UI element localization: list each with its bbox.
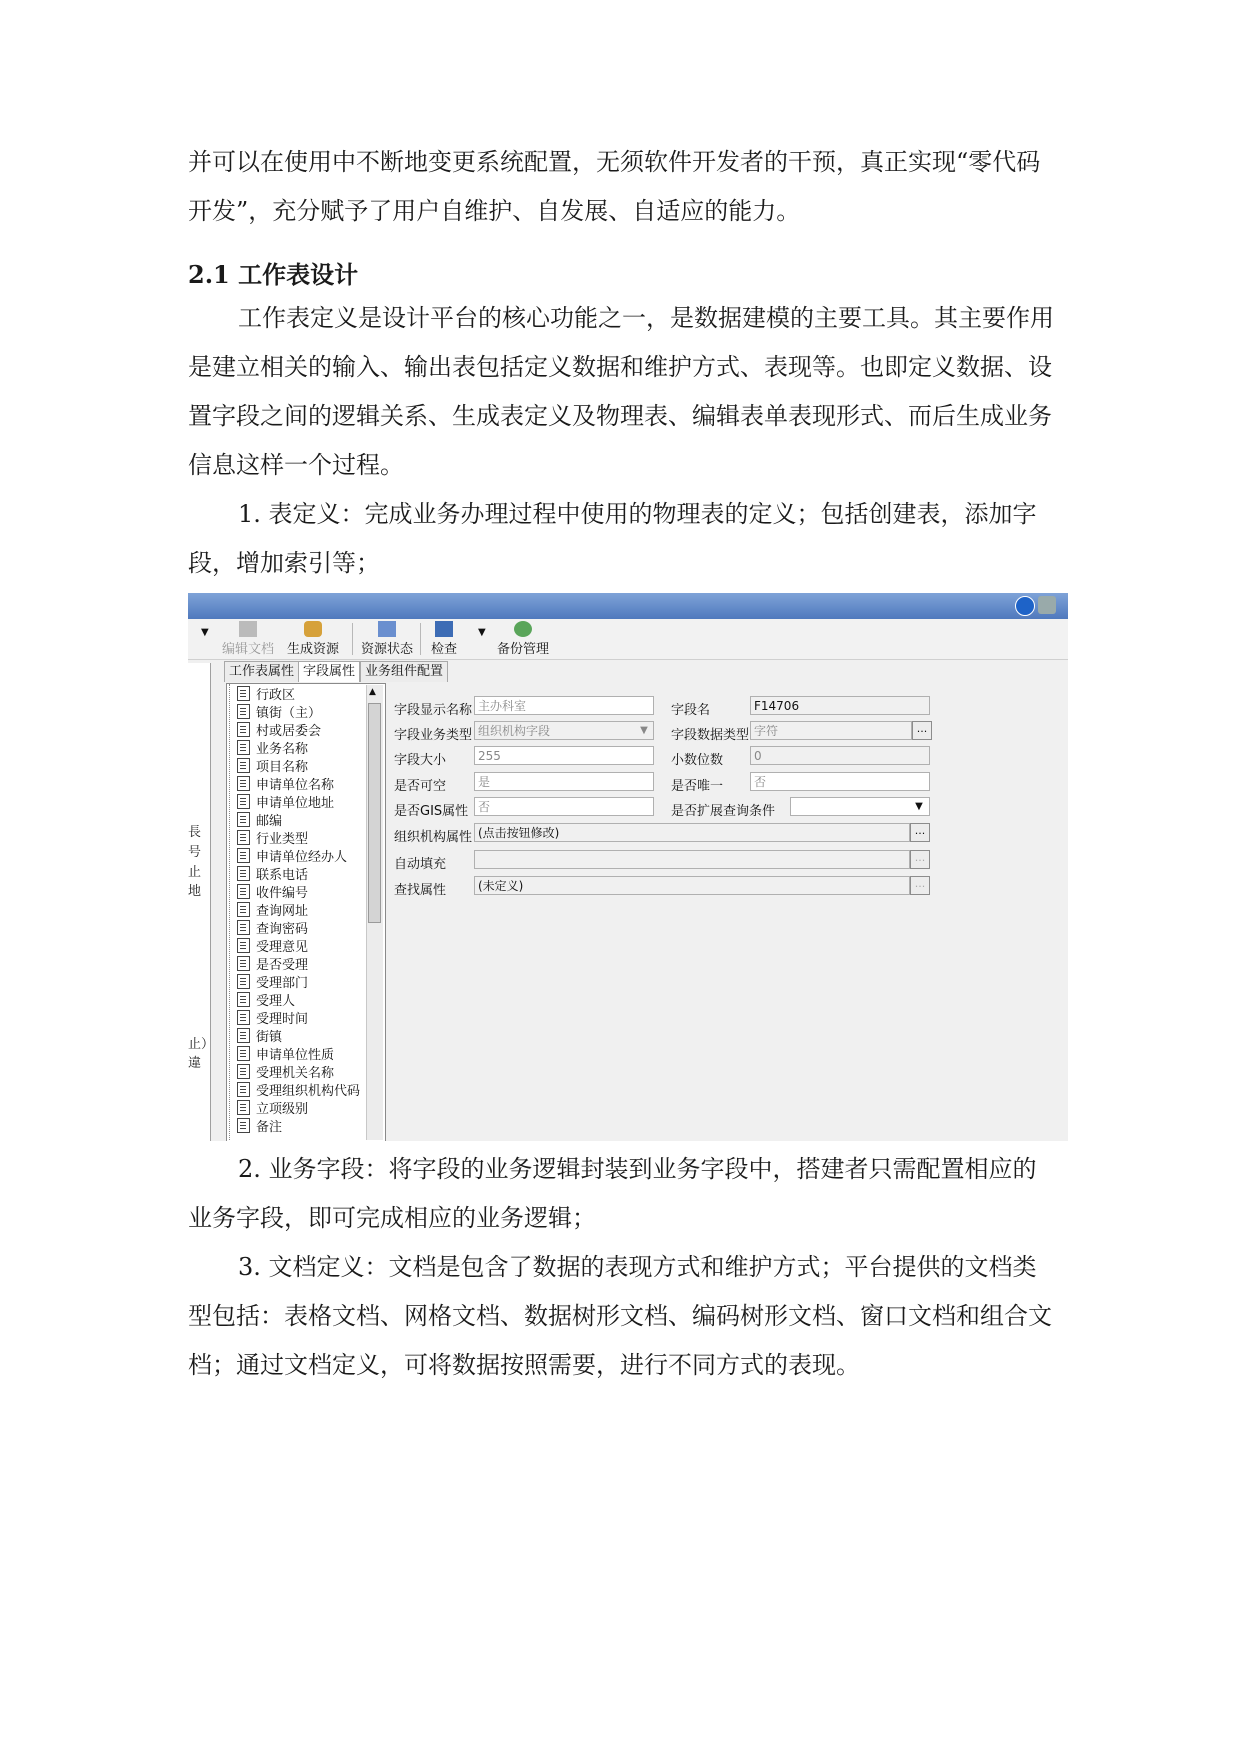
tree-item-label: 是否受理 [256,958,309,973]
field-name-field[interactable]: F14706 [750,696,930,715]
chevron-down-icon[interactable]: ▼ [915,801,923,812]
tree-item[interactable] [237,722,321,740]
document-icon [237,722,250,737]
display-name-field[interactable]: 主办科室 [474,696,654,715]
autofill-ellipsis-button[interactable]: ... [910,850,930,869]
scroll-thumb[interactable] [368,703,381,923]
document-icon [237,1100,250,1115]
org-attr-ellipsis-button[interactable]: ... [910,823,930,842]
paragraph-document-definition: 3. 文档定义：文档是包含了数据的表现方式和维护方式；平台提供的文档类型包括：表格文档、网格文档、数据树形文档、编码树形文档、窗口文档和组合文档；通过文档定义，可将数据按照需要，进行不同方式的表现。 [188,1253,1052,1379]
tree-item-label: 项目名称 [256,760,309,775]
tree-item-label: 申请单位地址 [256,796,335,811]
chevron-down-icon[interactable]: ▼ [640,725,648,736]
tree-item-label: 街镇 [256,1030,283,1045]
edit-doc-button[interactable]: 编辑文档 [220,621,276,657]
tree-item-label: 受理机关名称 [256,1066,335,1081]
tree-item[interactable] [237,1082,360,1100]
document-icon [237,830,250,845]
document-icon [237,938,250,953]
unique-label: 是否唯一 [671,779,724,794]
tree-item[interactable] [237,1010,308,1028]
tree-item[interactable] [237,956,308,974]
unique-field[interactable]: 否 [750,772,930,791]
tree-item[interactable] [237,884,308,902]
tree-item[interactable] [237,902,308,920]
tree-item-label: 受理组织机构代码 [256,1084,361,1099]
paragraph-worksheet: 工作表定义是设计平台的核心功能之一，是数据建模的主要工具。其主要作用是建立相关的输入、输出表包括定义数据和维护方式、表现等。也即定义数据、设置字段之间的逻辑关系、生成表定义及物理表、编辑表单表现形式、而后生成业务信息这样一个过程。 [188,304,1054,479]
toolbar [188,619,1068,660]
tree-item-label: 申请单位名称 [256,778,335,793]
tree-item[interactable] [237,866,308,884]
lookup-label: 查找属性 [394,883,447,898]
data-type-label: 字段数据类型 [671,728,750,743]
tree-item-label: 申请单位经办人 [256,850,348,865]
document-icon [237,974,250,989]
tree-item-label: 备注 [256,1120,283,1135]
tree-item-label: 受理人 [256,994,296,1009]
tree-item[interactable] [237,974,308,992]
status-icon [378,621,396,637]
business-type-select[interactable]: 组织机构字段 [474,721,654,740]
tree-item[interactable] [237,740,308,758]
document-icon [237,902,250,917]
document-icon [237,1064,250,1079]
tree-item[interactable] [237,776,334,794]
lookup-ellipsis-button[interactable]: ... [910,876,930,895]
display-name-label: 字段显示名称 [394,703,473,718]
document-icon [237,704,250,719]
resource-status-button[interactable]: 资源状态 [358,621,416,657]
tree-item[interactable] [237,848,347,866]
section-heading: 2.1 工作表设计 [188,260,359,289]
gis-field[interactable]: 否 [474,797,654,816]
document-icon [237,758,250,773]
document-icon [237,794,250,809]
nullable-label: 是否可空 [394,779,447,794]
tab-business-component[interactable]: 业务组件配置 [360,661,448,682]
business-type-label: 字段业务类型 [394,728,473,743]
org-attr-field[interactable]: (点击按钮修改) [474,823,910,842]
document-icon [237,920,250,935]
tree-item[interactable] [237,812,282,830]
data-type-ellipsis-button[interactable]: ... [912,721,932,740]
tree-item[interactable] [237,686,295,704]
tree-item[interactable] [237,1046,334,1064]
tree-item-label: 受理部门 [256,976,309,991]
tree-item-label: 行政区 [256,688,296,703]
decimal-field[interactable]: 0 [750,746,930,765]
document-icon [237,1046,250,1061]
dropdown-caret-icon[interactable]: ▼ [201,627,209,638]
user-icon[interactable] [1038,596,1056,614]
ext-query-select[interactable] [790,797,930,816]
field-tree [226,683,386,1141]
tree-scrollbar[interactable] [366,685,383,1140]
size-field[interactable]: 255 [474,746,654,765]
tree-lines [229,684,231,1141]
gis-label: 是否GIS属性 [394,804,469,819]
title-bar [188,593,1068,619]
nullable-field[interactable]: 是 [474,772,654,791]
document-icon [237,992,250,1007]
field-property-form [394,683,1068,1141]
toolbar-separator [352,623,353,655]
info-icon[interactable] [1015,596,1035,616]
document-icon [237,956,250,971]
tree-item-label: 收件编号 [256,886,309,901]
document-icon [237,884,250,899]
size-label: 字段大小 [394,753,447,768]
app-screenshot [188,593,1068,1141]
tree-item-label: 受理意见 [256,940,309,955]
tree-item-label: 业务名称 [256,742,309,757]
tree-item[interactable] [237,992,295,1010]
tree-item[interactable] [237,830,308,848]
document-icon [237,686,250,701]
tree-item-label: 联系电话 [256,868,309,883]
tree-item[interactable] [237,1118,282,1136]
tree-item-label: 查询密码 [256,922,309,937]
tree-item-label: 邮编 [256,814,283,829]
cylinder-icon [304,621,322,637]
document-icon [237,812,250,827]
generate-resource-button[interactable]: 生成资源 [284,621,342,657]
field-name-label: 字段名 [671,703,711,718]
autofill-field[interactable] [474,850,910,869]
paragraph-business-field: 2. 业务字段：将字段的业务逻辑封装到业务字段中，搭建者只需配置相应的业务字段，即可完成相应的业务逻辑； [188,1155,1037,1232]
tree-item-label: 镇街（主） [256,706,322,721]
document-icon [237,866,250,881]
tree-item[interactable] [237,1028,282,1046]
tree-item-label: 行业类型 [256,832,309,847]
paragraph-intro: 并可以在使用中不断地变更系统配置，无须软件开发者的干预，真正实现“零代码开发”，充分赋予了用户自维护、自发展、自适应的能力。 [188,148,1041,225]
tab-worksheet-properties[interactable]: 工作表属性 [224,661,299,682]
left-panel-strip: 長 号 止地 止）違 [188,663,211,1141]
check-icon [435,621,453,637]
document-icon [237,1082,250,1097]
tree-item[interactable] [237,704,321,722]
document-icon [237,776,250,791]
tree-item-label: 受理时间 [256,1012,309,1027]
scroll-up-icon[interactable]: ▲ [369,687,376,697]
tree-item[interactable] [237,920,308,938]
toolbar-separator [420,623,421,655]
document-icon [237,1028,250,1043]
tree-item-label: 村或居委会 [256,724,322,739]
check-button[interactable]: 检查 [428,621,460,657]
paragraph-table-definition: 1. 表定义：完成业务办理过程中使用的物理表的定义；包括创建表，添加字段，增加索引等； [188,500,1037,577]
document-icon [237,740,250,755]
lookup-field[interactable]: (未定义) [474,876,910,895]
tree-item[interactable] [237,1100,308,1118]
document-icon [237,1010,250,1025]
ext-query-label: 是否扩展查询条件 [671,804,776,819]
data-type-field[interactable]: 字符 [750,721,912,740]
autofill-label: 自动填充 [394,857,447,872]
decimal-label: 小数位数 [671,753,724,768]
backup-button[interactable]: 备份管理 [494,621,552,657]
tree-item[interactable] [237,758,308,776]
org-attr-label: 组织机构属性 [394,830,473,845]
document-icon [237,848,250,863]
tab-field-properties[interactable]: 字段属性 [298,661,360,682]
tree-item-label: 申请单位性质 [256,1048,335,1063]
backup-icon [514,621,532,637]
dropdown-caret-icon[interactable]: ▼ [478,627,486,638]
document-icon [237,1118,250,1133]
tree-item[interactable] [237,938,308,956]
tree-item[interactable] [237,1064,334,1082]
tree-item[interactable] [237,794,334,812]
edit-doc-icon [239,621,257,637]
tree-item-label: 查询网址 [256,904,309,919]
tree-item-label: 立项级别 [256,1102,309,1117]
